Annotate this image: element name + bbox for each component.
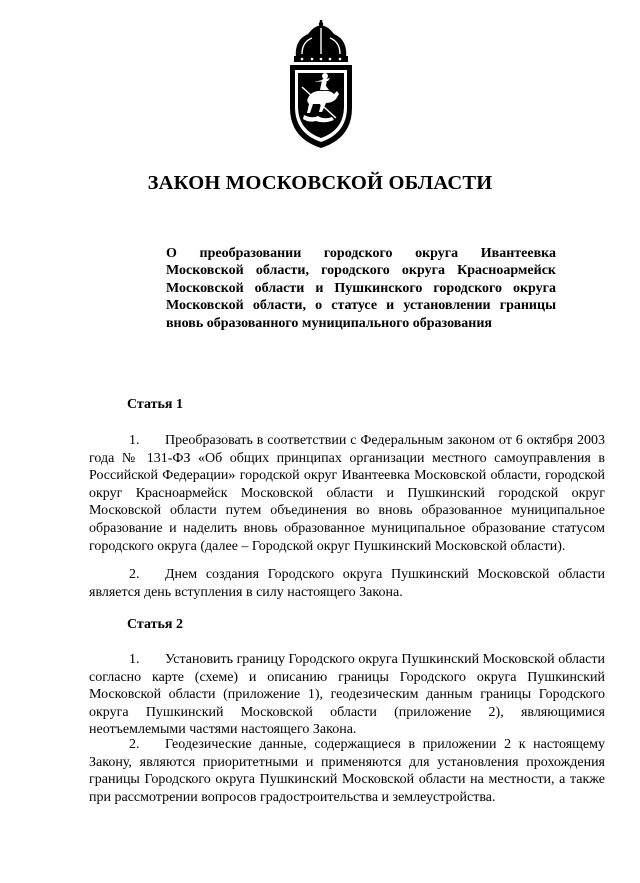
article-2-paragraph-1: [89, 651, 605, 739]
paragraph-text: Преобразовать в соответствии с Федеральным законом от 6 октября 2003 года № 131-ФЗ «Об общих принципах организации местного самоуправления в Российской Федерации» городской округ Ивантеевка Московской области, городской округ Красноармейск Московской области и Пушкинский городской округ Московской области путем объединения во вновь образованное муниципальное образование и наделить вновь образованное муниципальное образование статусом городского округа (далее – Городской округ Пушкинский Московской области).: [89, 433, 605, 554]
paragraph-text: Установить границу Городского округа Пушкинский Московской области согласно карте (схеме) и описанию границы Городского округа Пушкинский Московской области (приложение 1), геодезическим данным границы Городского округа Пушкинский Московской области (приложение 2), являющимися неотъемлемыми частями настоящего Закона.: [89, 652, 605, 738]
paragraph-number: 1.: [129, 433, 140, 448]
law-subject: О преобразовании городского округа Ивантеевка Московской области, городского округа Красноармейск Московской области и Пушкинского городского округа Московской области, о статусе и установлении границы вновь образованного муниципального образования: [166, 246, 556, 331]
paragraph-number: 1.: [129, 652, 140, 667]
article-2-paragraph-2: [89, 736, 605, 806]
paragraph-text: Геодезические данные, содержащиеся в приложении 2 к настоящему Закону, являются приоритетными и применяются для установления прохождения границы Городского округа Пушкинский Московской области на местности, а также при рассмотрении вопросов градостроительства и землеустройства.: [89, 737, 605, 805]
document-title: ЗАКОН МОСКОВСКОЙ ОБЛАСТИ: [147, 172, 493, 194]
article-1-paragraph-1: [89, 432, 605, 555]
paragraph-number: 2.: [129, 567, 140, 582]
moscow-oblast-coat-of-arms-icon: [282, 20, 360, 150]
shield-icon: [290, 65, 352, 148]
crown-icon: [294, 20, 348, 62]
article-1-heading: Статья 1: [127, 397, 183, 412]
article-1-paragraph-2: [89, 566, 605, 601]
article-2-heading: Статья 2: [127, 617, 183, 632]
paragraph-number: 2.: [129, 737, 140, 752]
paragraph-text: Днем создания Городского округа Пушкинский Московской области является день вступления в силу настоящего Закона.: [89, 567, 605, 600]
